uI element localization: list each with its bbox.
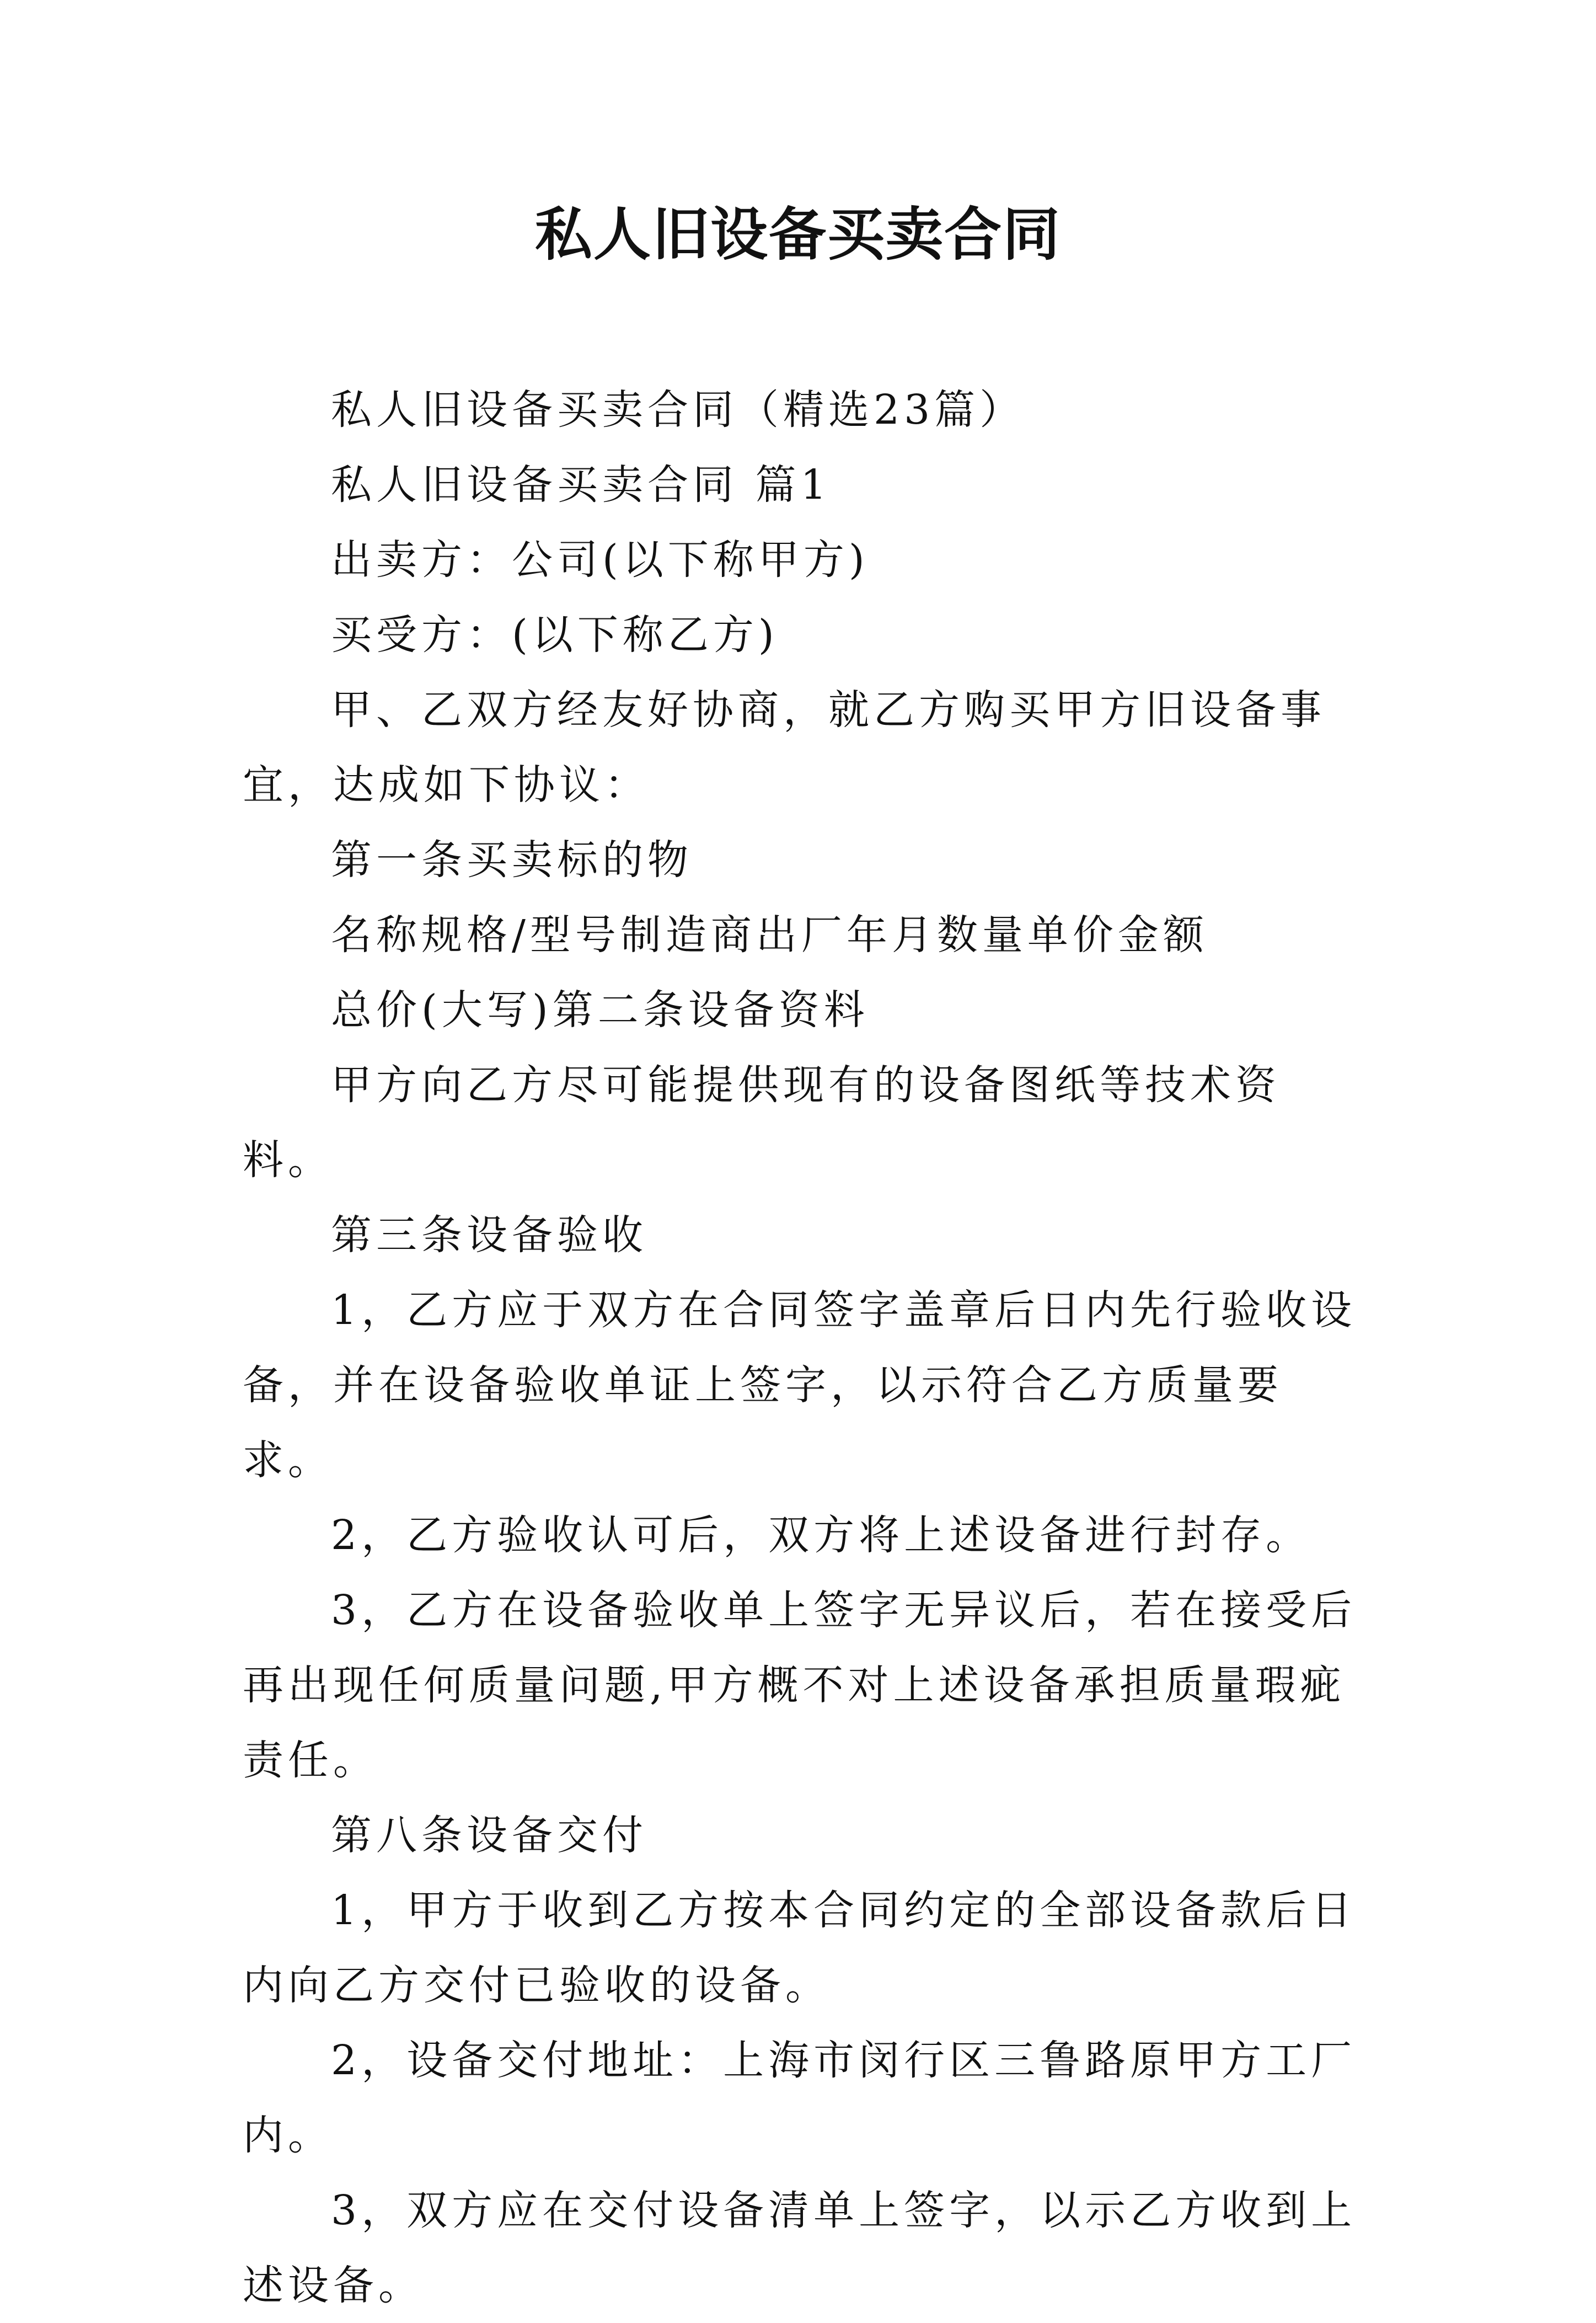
paragraph-seller: 出卖方：公司(以下称甲方): [331, 536, 869, 584]
paragraph-delivery-2: 2，设备交付地址：上海市闵行区三鲁路原甲方工厂内。: [243, 2037, 1357, 2159]
paragraph-item-columns: 名称规格/型号制造商出厂年月数量单价金额: [331, 911, 1208, 959]
paragraph-section-heading: 私人旧设备买卖合同 篇1: [331, 461, 831, 509]
paragraph-article-8: 第八条设备交付: [331, 1812, 647, 1859]
paragraph-inspection-2: 2，乙方验收认可后，双方将上述设备进行封存。: [331, 1512, 1311, 1559]
paragraph-total-article-2: 总价(大写)第二条设备资料: [331, 986, 869, 1034]
paragraph-buyer: 买受方：(以下称乙方): [331, 611, 779, 659]
paragraph-inspection-3: 3，乙方在设备验收单上签字无异议后，若在接受后再出现任何质量问题,甲方概不对上述设备承担质量瑕疵责任。: [243, 1587, 1357, 1784]
paragraph-preamble: 甲、乙双方经友好协商，就乙方购买甲方旧设备事宜，达成如下协议：: [243, 686, 1326, 809]
paragraph-materials: 甲方向乙方尽可能提供现有的设备图纸等技术资料。: [243, 1061, 1281, 1184]
paragraph-delivery-1: 1，甲方于收到乙方按本合同约定的全部设备款后日内向乙方交付已验收的设备。: [243, 1887, 1357, 2009]
paragraph-inspection-1: 1，乙方应于双方在合同签字盖章后日内先行验收设备，并在设备验收单证上签字，以示符合乙方质量要求。: [243, 1286, 1357, 1484]
document-title: 私人旧设备买卖合同: [534, 200, 1061, 268]
paragraph-article-1: 第一条买卖标的物: [331, 836, 693, 884]
paragraph-article-3: 第三条设备验收: [331, 1211, 647, 1259]
paragraph-delivery-3: 3，双方应在交付设备清单上签字，以示乙方收到上述设备。: [243, 2187, 1357, 2309]
document-body: [243, 372, 1368, 2323]
paragraph-subtitle: 私人旧设备买卖合同（精选23篇）: [331, 386, 1025, 434]
